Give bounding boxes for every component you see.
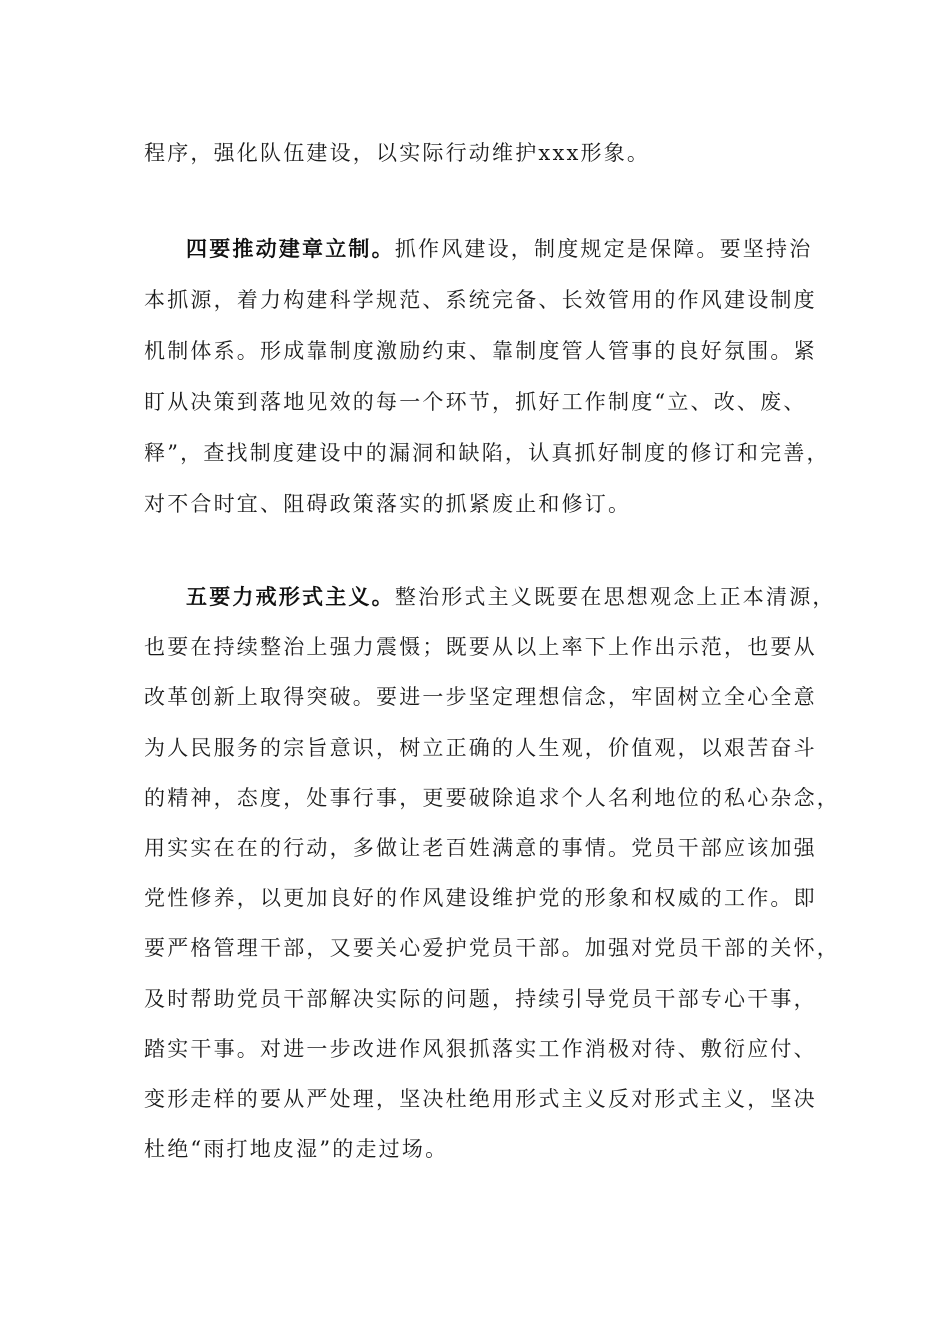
paragraph-line: 及时帮助党员干部解决实际的问题，持续引导党员干部专心干事， — [144, 987, 817, 1011]
section-five-heading: 五要力戒形式主义。 — [186, 585, 395, 609]
paragraph-line: 用实实在在的行动，多做让老百姓满意的事情。党员干部应该加强 — [144, 836, 817, 860]
paragraph-line: 本抓源，着力构建科学规范、系统完备、长效管用的作风建设制度 — [144, 288, 817, 312]
paragraph-line: 释”，查找制度建设中的漏洞和缺陷，认真抓好制度的修订和完善， — [144, 441, 830, 465]
section-four-first-line — [186, 234, 812, 264]
section-five-first-line — [186, 582, 836, 612]
paragraph-line: 程序，强化队伍建设，以实际行动维护xxx形象。 — [144, 141, 651, 165]
section-four-first-line-text: 抓作风建设，制度规定是保障。要坚持治 — [394, 237, 813, 261]
paragraph-line: 为人民服务的宗旨意识，树立正确的人生观，价值观，以艰苦奋斗 — [144, 736, 817, 760]
paragraph-line: 踏实干事。对进一步改进作风狠抓落实工作消极对待、敷衍应付、 — [144, 1037, 817, 1061]
paragraph-line: 党性修养，以更加良好的作风建设维护党的形象和权威的工作。即 — [144, 886, 817, 910]
section-five-first-line-text: 整治形式主义既要在思想观念上正本清源， — [394, 585, 836, 609]
paragraph-line: 也要在持续整治上强力震慑；既要从以上率下上作出示范，也要从 — [144, 635, 817, 659]
paragraph-line: 的精神，态度，处事行事，更要破除追求个人名利地位的私心杂念， — [144, 786, 840, 810]
paragraph-line: 机制体系。形成靠制度激励约束、靠制度管人管事的良好氛围。紧 — [144, 339, 817, 363]
paragraph-line: 变形走样的要从严处理，坚决杜绝用形式主义反对形式主义，坚决 — [144, 1087, 817, 1111]
paragraph-line: 对不合时宜、阻碍政策落实的抓紧废止和修订。 — [144, 492, 632, 516]
paragraph-line: 要严格管理干部，又要关心爱护党员干部。加强对党员干部的关怀， — [144, 936, 840, 960]
paragraph-line: 盯从决策到落地见效的每一个环节，抓好工作制度“立、改、废、 — [144, 390, 807, 414]
paragraph-line: 改革创新上取得突破。要进一步坚定理想信念，牢固树立全心全意 — [144, 685, 817, 709]
section-four-heading: 四要推动建章立制。 — [186, 237, 395, 261]
paragraph-line: 杜绝“雨打地皮湿”的走过场。 — [144, 1137, 449, 1161]
